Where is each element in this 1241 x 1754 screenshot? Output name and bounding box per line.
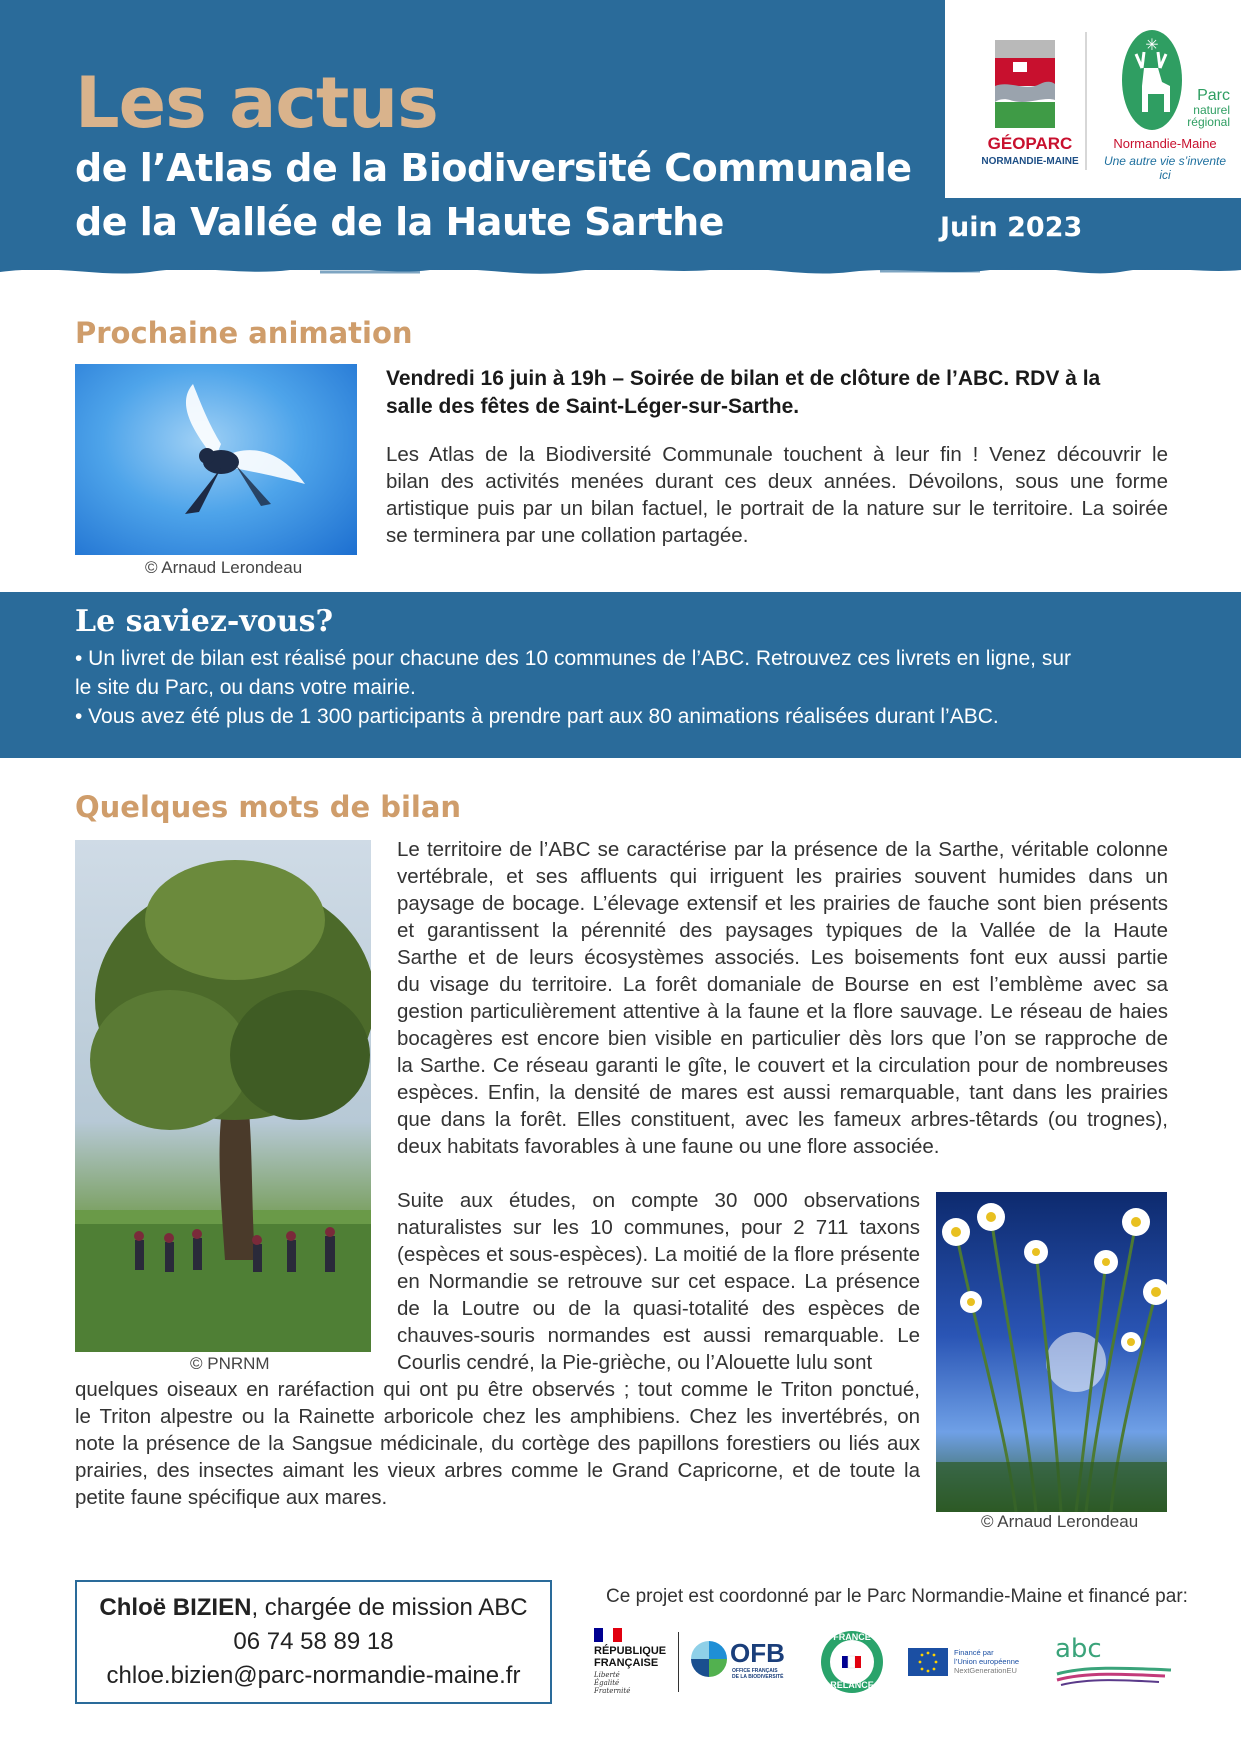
brush-edge	[0, 250, 1241, 290]
pnr-name: Normandie-Maine	[1113, 136, 1217, 151]
geoparc-mark-icon	[995, 40, 1055, 128]
bird-photo-credit: © Arnaud Lerondeau	[145, 558, 303, 577]
abc-swoosh-icon	[1055, 1664, 1173, 1688]
issue-date: Juin 2023	[940, 212, 1083, 243]
paragraph-line: chauves-souris normandes est aussi remarquable. Le	[397, 1324, 920, 1347]
contact-role: , chargée de mission ABC	[251, 1594, 528, 1621]
ofb-circle-icon	[690, 1640, 728, 1678]
rf-motto: Liberté	[594, 1671, 620, 1679]
info-line: le site du Parc, ou dans votre mairie.	[75, 676, 416, 699]
rf-line: FRANÇAISE	[594, 1657, 659, 1669]
paragraph-line: naturalistes sur les 10 communes, pour 2 711 taxons	[397, 1216, 920, 1239]
contact-phone[interactable]: 06 74 58 89 18	[233, 1628, 394, 1655]
eu-logo	[908, 1648, 1038, 1678]
ofb-sub: DE LA BIODIVERSITÉ	[732, 1674, 784, 1680]
paragraph-line: espèces. Enfin, la densité de mares est aussi remarquable, tant dans les prairies	[397, 1081, 1168, 1104]
funding-note: Ce projet est coordonné par le Parc Normandie-Maine et financé par:	[606, 1586, 1188, 1607]
rf-line: RÉPUBLIQUE	[594, 1645, 667, 1657]
contact-name-line	[77, 1594, 550, 1622]
pnr-label-line: Parc	[1197, 87, 1230, 104]
rf-motto: Égalité	[594, 1679, 620, 1687]
flowers-photo	[936, 1192, 1167, 1512]
eu-text: NextGenerationEU	[954, 1666, 1017, 1675]
paragraph-line: Le territoire de l’ABC se caractérise par la présence de la Sarthe, véritable colonne	[397, 838, 1168, 861]
tree-photo	[75, 840, 371, 1352]
paragraph-line: paysage de bocage. L’élevage extensif et les prairies de fauche sont bien présents	[397, 892, 1168, 915]
eu-text: l’Union européenne	[954, 1657, 1020, 1666]
paragraph-line: vertébrale, et ses affluents qui irriguent les prairies souvent humides dans un	[397, 865, 1168, 888]
paragraph-line: en Normandie se retrouve sur cet espace. La présence	[397, 1270, 920, 1293]
eu-flag-icon	[908, 1648, 948, 1676]
bird-photo	[75, 364, 357, 555]
paragraph-line: la Sarthe. Ce réseau garanti le gîte, le couvert et la circulation pour de nombreuses	[397, 1054, 1168, 1077]
page-subtitle-line-1: de l’Atlas de la Biodiversité Communale	[75, 146, 912, 190]
marianne-flag-icon	[594, 1628, 622, 1642]
pnr-logo	[1100, 28, 1230, 182]
paragraph-line: deux habitats favorables à une faune ou une flore associée.	[397, 1135, 940, 1158]
animation-body-line: artistique puis par un bilan factuel, le portrait de la nature sur le territoire. La soirée	[386, 497, 1168, 520]
abc-logo	[1055, 1634, 1173, 1688]
animation-lead-line: salle des fêtes de Saint-Léger-sur-Sarthe.	[386, 395, 800, 418]
paragraph-line: et garantissent la pérennité des paysages typiques de la Vallée de la Haute	[397, 919, 1168, 942]
paragraph-line: Sarthe et de leurs écosystèmes associés. Les boisements font eux aussi partie	[397, 946, 1168, 969]
paragraph-line: bocagères est encore bien visible en particulier dès lors que l’on se rapproche de	[397, 1027, 1168, 1050]
info-line: • Un livret de bilan est réalisé pour chacune des 10 communes de l’ABC. Retrouvez ces livrets en ligne, sur	[75, 647, 1072, 670]
france-relance-logo	[820, 1630, 884, 1694]
info-heading: Le saviez-vous?	[75, 604, 334, 639]
paragraph-line: quelques oiseaux en raréfaction qui ont pu être observés ; tout comme le Triton ponctué,	[75, 1378, 920, 1401]
geoparc-name: GÉOPARC	[987, 134, 1073, 153]
page-title: Les actus	[75, 62, 438, 144]
svg-text:✳: ✳	[1145, 37, 1159, 54]
funder-divider	[678, 1632, 679, 1692]
contact-box	[75, 1580, 552, 1704]
rf-motto: Fraternité	[594, 1687, 631, 1695]
ofb-logo	[690, 1638, 790, 1688]
abc-wordmark: abc	[1055, 1634, 1102, 1664]
paragraph-line: Suite aux études, on compte 30 000 observations	[397, 1189, 920, 1212]
contact-name: Chloë BIZIEN	[99, 1594, 252, 1621]
geoparc-logo	[980, 30, 1080, 175]
geoparc-region: NORMANDIE-MAINE	[981, 156, 1079, 167]
animation-body-line: Les Atlas de la Biodiversité Communale touchent à leur fin ! Venez découvrir le	[386, 443, 1168, 466]
paragraph-line: gestion particulièrement attentive à la faune et la flore sauvage. Le réseau de haies	[397, 1000, 1168, 1023]
tree-icon	[75, 840, 371, 1352]
france-relance-bottom: RELANCE	[830, 1680, 874, 1690]
paragraph-line: (espèces et sous-espèces). La moitié de la flore présente	[397, 1243, 920, 1266]
section-heading-animation: Prochaine animation	[75, 316, 413, 350]
animation-body-line: bilan des activités menées durant ces deux années. Dévoilons, sous une forme	[386, 470, 1168, 493]
pnr-label-line: régional	[1187, 115, 1230, 129]
contact-email-link[interactable]: chloe.bizien@parc-normandie-maine.fr	[106, 1662, 521, 1689]
ofb-sub: OFFICE FRANÇAIS	[732, 1668, 778, 1674]
paragraph-line: Courlis cendré, la Pie-grièche, ou l’Alouette lulu sont	[397, 1351, 873, 1374]
pnr-slogan: Une autre vie s’invente ici	[1103, 154, 1227, 182]
paragraph-line: du visage du territoire. La forêt domaniale de Bourse en est l’emblème avec sa	[397, 973, 1168, 996]
ofb-name: OFB	[730, 1638, 785, 1668]
daisy-icon	[936, 1192, 1167, 1512]
section-heading-bilan: Quelques mots de bilan	[75, 790, 462, 824]
animation-body-line: se terminera par une collation partagée.	[386, 524, 749, 547]
animation-lead-line: Vendredi 16 juin à 19h – Soirée de bilan et de clôture de l’ABC. RDV à la	[386, 367, 1101, 390]
paragraph-line: petite faune spécifique aux mares.	[75, 1486, 388, 1509]
logo-divider	[1085, 32, 1087, 170]
page-subtitle-line-2: de la Vallée de la Haute Sarthe	[75, 200, 724, 244]
bird-icon	[75, 364, 357, 555]
pnr-label-line: naturel	[1193, 103, 1230, 117]
paragraph-line: prairies, des insectes aimant les vieux arbres comme le Grand Capricorne, et de toute la	[75, 1459, 920, 1482]
pnr-label	[1180, 88, 1230, 128]
paragraph-line: de la Loutre ou de la quasi-totalité des espèces de	[397, 1297, 920, 1320]
info-line: • Vous avez été plus de 1 300 participants à prendre part aux 80 animations réalisées durant l’ABC.	[75, 705, 999, 728]
paragraph-line: que dans la forêt. Elles constituent, avec les fameux arbres-têtards (ou trognes),	[397, 1108, 1168, 1131]
paragraph-line: le Triton alpestre ou la Rainette arboricole chez les amphibiens. Chez les invertébrés, on	[75, 1405, 920, 1428]
flowers-photo-credit: © Arnaud Lerondeau	[981, 1512, 1139, 1531]
tree-photo-credit: © PNRNM	[190, 1354, 270, 1373]
republique-francaise-logo	[592, 1628, 672, 1698]
eu-text: Financé par	[954, 1648, 994, 1657]
paragraph-line: note la présence de la Sangsue médicinale, du cortège des papillons forestiers ou liés aux	[75, 1432, 920, 1455]
france-relance-top: FRANCE	[833, 1632, 871, 1642]
